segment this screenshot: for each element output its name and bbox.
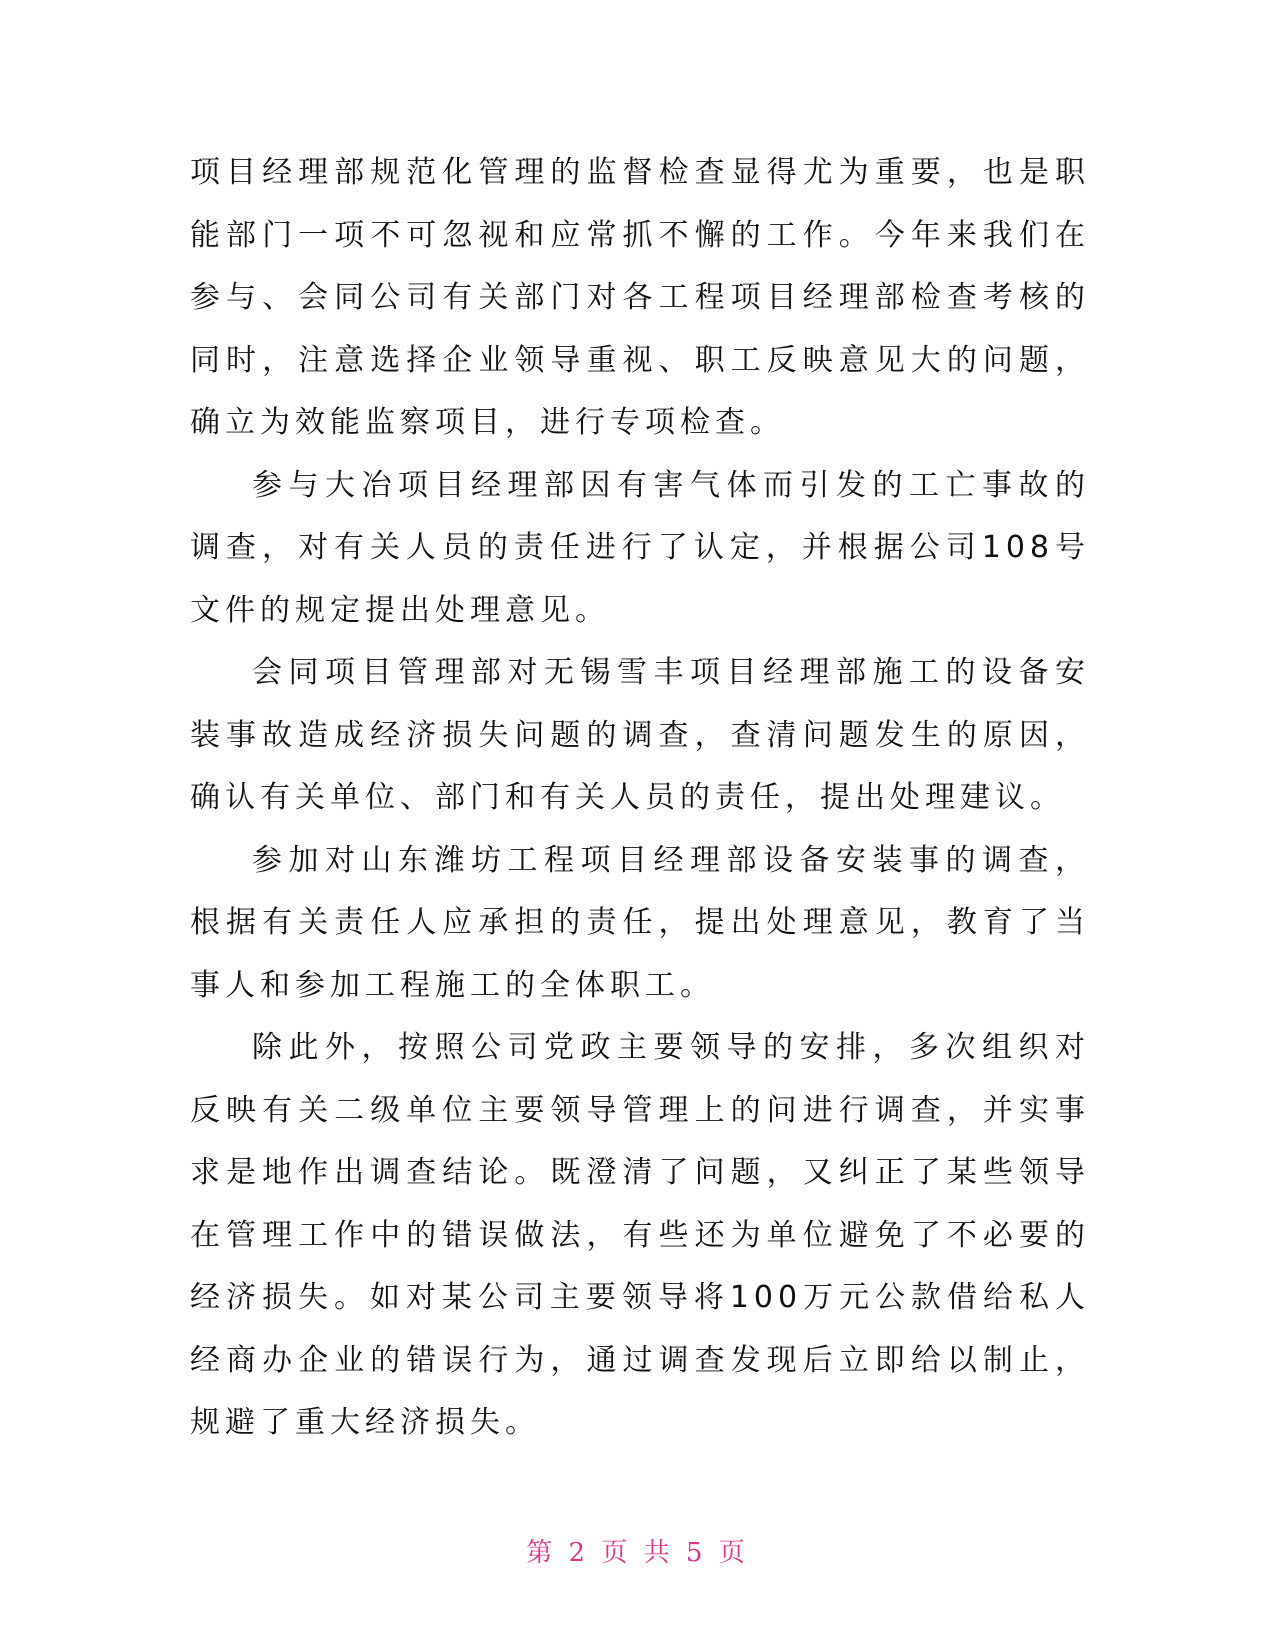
page-number-footer: 第 2 页 共 5 页 [526,1538,749,1568]
paragraph-5: 除此外，按照公司党政主要领导的安排，多次组织对反映有关二级单位主要领导管理上的问进行调查，并实事求是地作出调查结论。既澄清了问题，又纠正了某些领导在管理工作中的错误做法，有些还为单位避免了不必要的经济损失。如对某公司主要领导将100万元公款借给私人经商办企业的错误行为，通过调查发现后立即给以制止，规避了重大经济损失。 [190,1030,1090,1440]
paragraph-2: 参与大冶项目经理部因有害气体而引发的工亡事故的调查，对有关人员的责任进行了认定，并根据公司108号文件的规定提出处理意见。 [190,467,1090,628]
paragraph-3: 会同项目管理部对无锡雪丰项目经理部施工的设备安装事故造成经济损失问题的调查，查清问题发生的原因，确认有关单位、部门和有关人员的责任，提出处理建议。 [190,655,1090,815]
paragraph-1: 项目经理部规范化管理的监督检查显得尤为重要，也是职能部门一项不可忽视和应常抓不懈的工作。今年来我们在参与、会同公司有关部门对各工程项目经理部检查考核的同时，注意选择企业领导重视、职工反映意见大的问题，确立为效能监察项目，进行专项检查。 [190,155,1090,440]
paragraph-4: 参加对山东潍坊工程项目经理部设备安装事的调查，根据有关责任人应承担的责任，提出处理意见，教育了当事人和参加工程施工的全体职工。 [190,842,1090,1003]
document-body [190,142,1090,1455]
